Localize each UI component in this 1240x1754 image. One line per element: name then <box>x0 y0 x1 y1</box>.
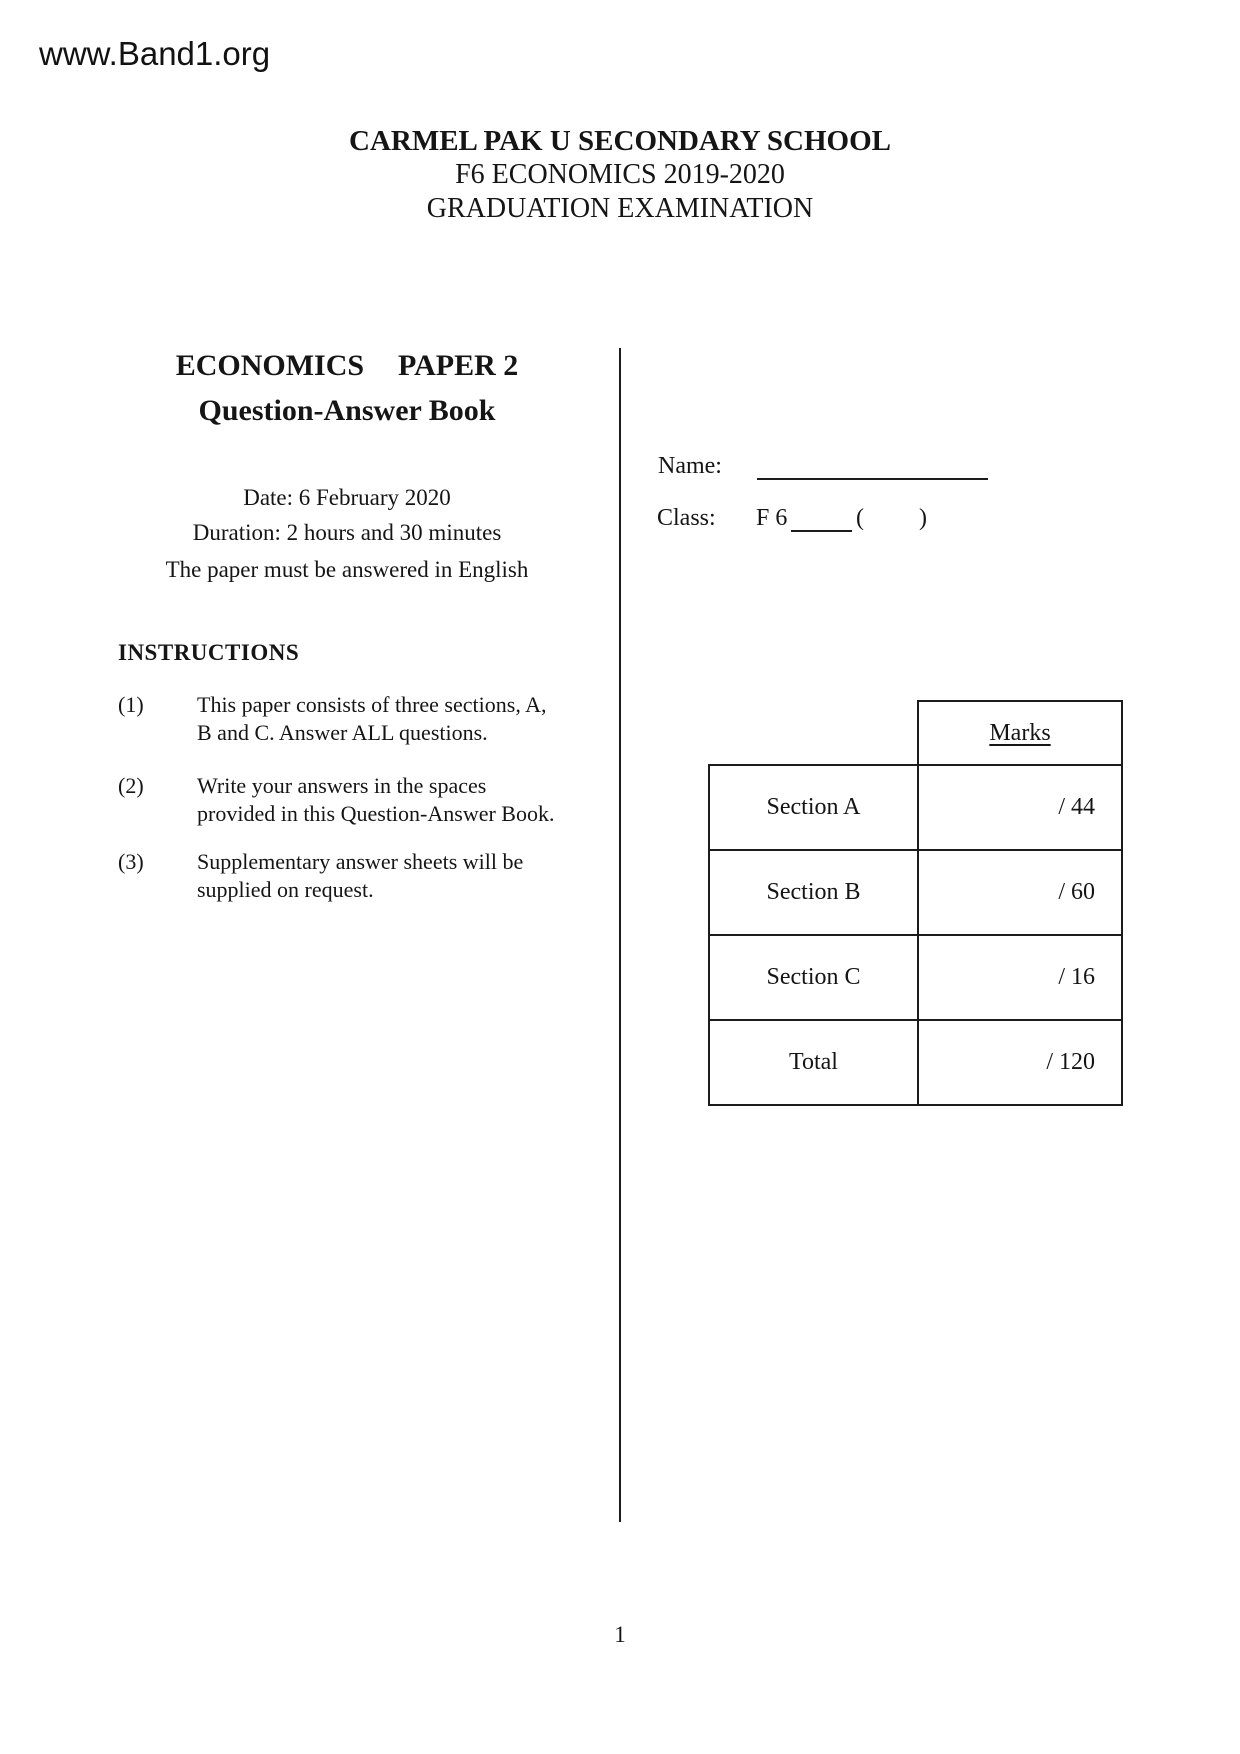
instruction-number: (3) <box>118 849 144 874</box>
paper-subject: ECONOMICS <box>175 349 365 382</box>
class-label: Class: <box>657 505 716 531</box>
paper-number: PAPER 2 <box>398 349 519 382</box>
instructions-heading: INSTRUCTIONS <box>118 640 300 665</box>
vertical-divider <box>619 348 621 1522</box>
table-row <box>709 765 1122 850</box>
language-line: The paper must be answered in English <box>165 557 529 582</box>
paper-title <box>107 349 587 383</box>
section-marks: / 60 <box>918 850 1122 935</box>
marks-table-header-cell <box>918 701 1122 765</box>
school-header <box>0 124 1240 226</box>
watermark-url: www.Band1.org <box>39 35 271 72</box>
section-label: Section C <box>709 935 918 1020</box>
page-number: 1 <box>614 1622 626 1647</box>
table-row <box>709 1020 1122 1105</box>
instruction-number: (2) <box>118 773 144 798</box>
class-blank-line <box>791 530 852 532</box>
instruction-number: (1) <box>118 692 144 717</box>
marks-table-blank-cell <box>709 701 918 765</box>
section-label: Section A <box>709 765 918 850</box>
name-blank-line <box>757 478 988 480</box>
section-marks: / 16 <box>918 935 1122 1020</box>
section-label: Total <box>709 1020 918 1105</box>
table-row <box>709 850 1122 935</box>
class-value: F 6 <box>756 505 788 531</box>
book-title: Question-Answer Book <box>198 394 496 427</box>
marks-table <box>708 700 1123 1106</box>
course-title: F6 ECONOMICS 2019-2020 <box>455 159 785 190</box>
instruction-text: Supplementary answer sheets will be supplied on request. <box>197 849 524 902</box>
section-marks: / 120 <box>918 1020 1122 1105</box>
marks-header-label: Marks <box>989 719 1051 746</box>
instruction-text: Write your answers in the spaces provided in this Question-Answer Book. <box>197 773 555 826</box>
section-marks: / 44 <box>918 765 1122 850</box>
instruction-text: This paper consists of three sections, A, B and C. Answer ALL questions. <box>197 692 547 745</box>
table-row <box>709 935 1122 1020</box>
date-line: Date: 6 February 2020 <box>243 485 451 510</box>
name-label: Name: <box>658 453 722 479</box>
exam-title: GRADUATION EXAMINATION <box>426 193 814 224</box>
duration-line: Duration: 2 hours and 30 minutes <box>192 520 502 545</box>
section-label: Section B <box>709 850 918 935</box>
class-paren-close: ) <box>919 505 927 531</box>
class-paren-open: ( <box>856 505 864 531</box>
school-name: CARMEL PAK U SECONDARY SCHOOL <box>349 125 891 157</box>
